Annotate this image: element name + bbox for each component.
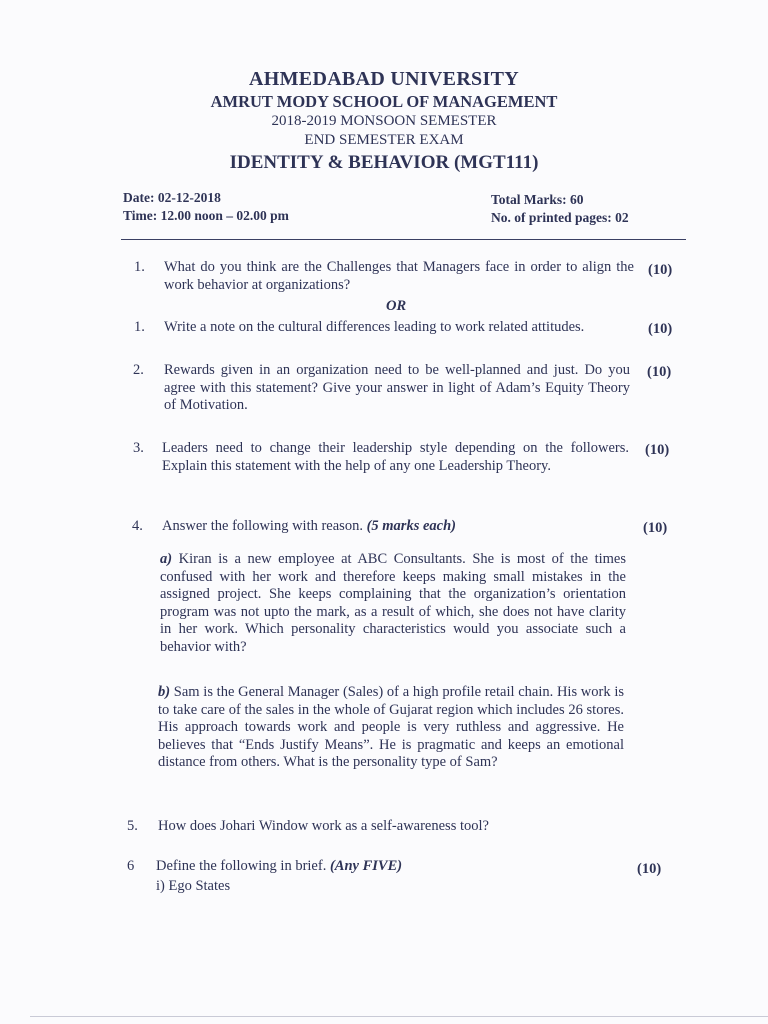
question-text (156, 858, 596, 876)
question-text: Rewards given in an organization need to be well-planned and just. Do you agree with this statement? Give your answer in light of Adam’s Equity Theory of Motivation. (164, 362, 630, 413)
university-name: AHMEDABAD UNIVERSITY (249, 68, 519, 90)
question-marks: (10) (643, 520, 668, 536)
semester-line: 2018-2019 MONSOON SEMESTER (271, 113, 497, 129)
or-separator: OR (386, 298, 407, 314)
question-marks: (10) (647, 364, 672, 380)
question-instruction: Answer the following with reason. (162, 518, 363, 534)
sub-question-text: Sam is the General Manager (Sales) of a high profile retail chain. His work is to take care of the sales in the whole of Gujarat region which includes 26 stores. His approach towards work and people is very ruthless and aggressive. He believes that “Ends Justify Means”. He is pragmatic and keeps an emotional distance from others. What is the personality type of Sam? (158, 684, 624, 770)
printed-pages: No. of printed pages: 02 (491, 210, 629, 225)
question-marks: (10) (645, 442, 670, 458)
question-number: 6 (127, 858, 135, 874)
school-name: AMRUT MODY SCHOOL OF MANAGEMENT (210, 92, 558, 111)
exam-type-line: END SEMESTER EXAM (304, 132, 464, 148)
question-number: 1. (134, 259, 145, 275)
question-number: 1. (134, 319, 145, 335)
exam-header (0, 66, 768, 175)
page-bottom-edge (30, 1016, 768, 1017)
question-number: 4. (132, 518, 143, 534)
course-title: IDENTITY & BEHAVIOR (MGT111) (229, 152, 539, 173)
question-marks: (10) (648, 262, 673, 278)
question-text: How does Johari Window work as a self-awareness tool? (158, 818, 489, 834)
question-text: Leaders need to change their leadership style depending on the followers. Explain this statement with the help of any one Leadership Theory. (162, 440, 629, 474)
question-number: 3. (133, 440, 144, 456)
question-marks: (10) (637, 861, 662, 877)
sub-question-label: b) (158, 684, 171, 700)
sub-item: i) Ego States (156, 878, 231, 894)
question-marks-note: (5 marks each) (366, 518, 456, 534)
sub-question-label: a) (160, 551, 173, 567)
exam-meta-right (491, 191, 629, 227)
total-marks: Total Marks: 60 (491, 192, 584, 207)
question-text (162, 518, 602, 536)
header-divider (121, 239, 686, 240)
exam-date: Date: 02-12-2018 (123, 190, 221, 205)
exam-time: Time: 12.00 noon – 02.00 pm (123, 208, 289, 223)
exam-meta-left (123, 189, 289, 225)
question-choice-note: (Any FIVE) (329, 858, 403, 874)
sub-question-a (160, 551, 626, 656)
question-number: 2. (133, 362, 144, 378)
question-instruction: Define the following in brief. (156, 858, 327, 874)
question-marks: (10) (648, 321, 673, 337)
sub-question-b (158, 684, 624, 772)
question-text: What do you think are the Challenges that Managers face in order to align the work behavior at organizations? (164, 259, 634, 293)
sub-question-text: Kiran is a new employee at ABC Consultants. She is most of the times confused with her work and therefore keeps making small mistakes in the assigned project. She keeps complaining that the organization’s orientation program was not upto the mark, as a result of which, she does not have clarity in her work. Which personality characteristics would you associate such a behavior with? (160, 551, 626, 655)
question-text: Write a note on the cultural differences leading to work related attitudes. (164, 319, 585, 335)
question-number: 5. (127, 818, 138, 834)
